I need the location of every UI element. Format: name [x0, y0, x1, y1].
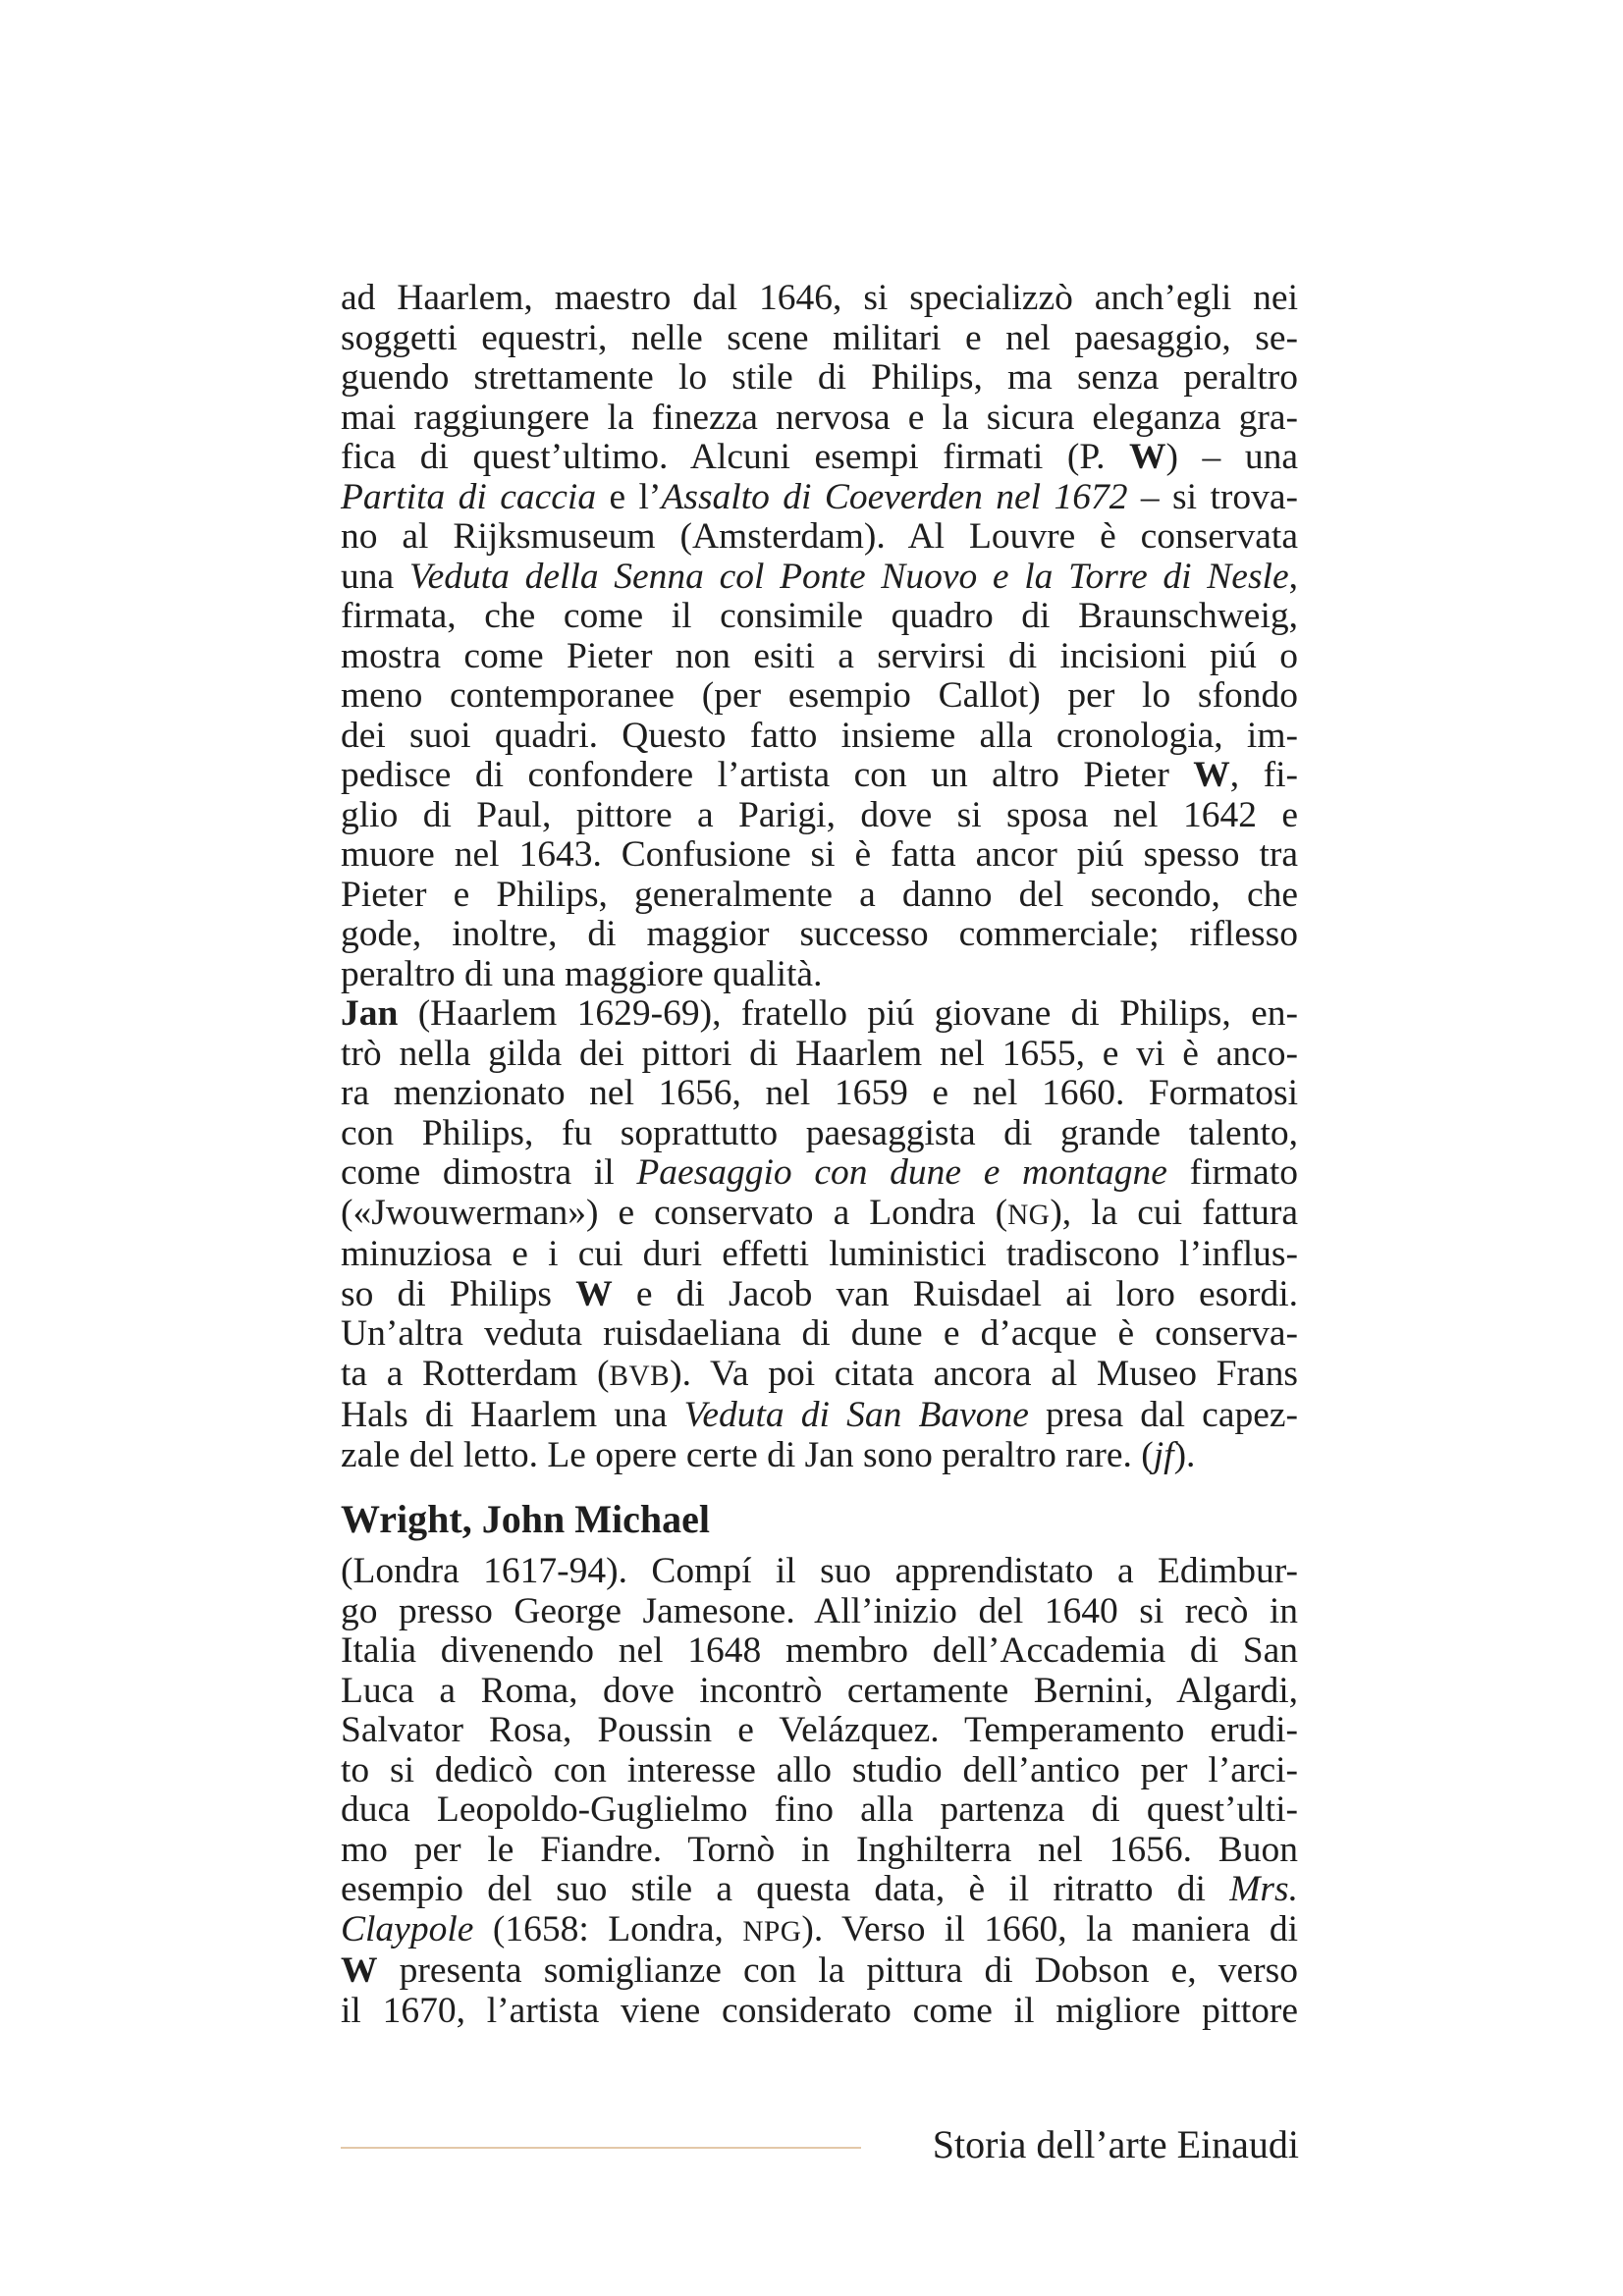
text-line: firmata, che come il consimile quadro di Braunschweig, [341, 596, 1298, 636]
subentry-name: Jan [341, 993, 399, 1034]
text-line: Un’altra veduta ruisdaeliana di dune e d’acque è conserva- [341, 1313, 1298, 1354]
text-segment: firmato [1166, 1152, 1298, 1193]
text-line [341, 1396, 1298, 1436]
text-segment: Hals di Haarlem una [341, 1395, 684, 1435]
museum-abbreviation: NPG [742, 1915, 802, 1948]
text-line: dei suoi quadri. Questo fatto insieme alla cronologia, im- [341, 715, 1298, 756]
text-segment: , fi- [1229, 755, 1298, 795]
text-line [341, 438, 1298, 478]
text-line [341, 756, 1298, 796]
text-segment: ta a Rotterdam ( [341, 1353, 610, 1394]
text-line: meno contemporanee (per esempio Callot) per lo sfondo [341, 675, 1298, 716]
artwork-title: Veduta della Senna col Ponte Nuovo e la Torre di Nesle [408, 556, 1289, 597]
text-line [341, 1951, 1298, 1992]
text-line: no al Rijksmuseum (Amsterdam). Al Louvre è conservata [341, 516, 1298, 557]
text-line [341, 478, 1298, 518]
text-segment: («Jwouwerman») e conservato a Londra ( [341, 1192, 1008, 1233]
text-segment: zale del letto. Le opere certe di Jan sono peraltro rare. ( [341, 1434, 1154, 1475]
entry-title-wright: Wright, John Michael [341, 1497, 710, 1541]
text-segment: so di Philips [341, 1273, 576, 1314]
text-segment: (Haarlem 1629-69), fratello piú giovane di Philips, en- [398, 993, 1298, 1034]
text-line: trò nella gilda dei pittori di Haarlem nel 1655, e vi è anco- [341, 1033, 1298, 1074]
initial-w: W [1129, 437, 1166, 477]
text-line [341, 1194, 1298, 1236]
text-line: muore nel 1643. Confusione si è fatta ancor piú spesso tra [341, 834, 1298, 875]
text-segment: ) – una [1165, 437, 1298, 477]
text-line: to si dedicò con interesse allo studio dell’antico per l’arci- [341, 1749, 1298, 1790]
text-segment: presenta somiglianze con la pittura di Dobson e, verso [377, 1950, 1298, 1991]
text-segment: ). [1173, 1434, 1196, 1475]
artwork-title: Assalto di Coeverden nel 1672 [661, 476, 1128, 517]
text-segment: una [341, 556, 409, 597]
text-segment: (1658: Londra, [473, 1908, 743, 1949]
text-line: soggetti equestri, nelle scene militari e nel paesaggio, se- [341, 317, 1298, 358]
initial-w: W [575, 1273, 613, 1314]
text-line: mai raggiungere la finezza nervosa e la sicura eleganza gra- [341, 397, 1298, 438]
artwork-title: Veduta di San Bavone [683, 1395, 1029, 1435]
text-line: (Londra 1617-94). Compí il suo apprendistato a Edimbur- [341, 1551, 1298, 1591]
artwork-title: Paesaggio con dune e montagne [636, 1152, 1167, 1193]
author-initials: jf [1153, 1434, 1174, 1475]
initial-w: W [1193, 755, 1230, 795]
text-line: mostra come Pieter non esiti a servirsi di incisioni piú o [341, 635, 1298, 676]
text-line [341, 994, 1298, 1035]
text-line: Italia divenendo nel 1648 membro dell’Accademia di San [341, 1630, 1298, 1671]
text-segment: – si trova- [1127, 476, 1298, 517]
text-line: il 1670, l’artista viene considerato come il migliore pittore [341, 1990, 1298, 2031]
text-line [341, 1355, 1298, 1397]
text-segment: ). Verso il 1660, la maniera di [801, 1908, 1298, 1949]
artwork-title: Claypole [341, 1908, 474, 1949]
text-line: go presso George Jamesone. All’inizio del 1640 si recò in [341, 1590, 1298, 1631]
text-line [341, 1275, 1298, 1315]
text-line [341, 1436, 1298, 1476]
text-line: peraltro di una maggiore qualità. [341, 953, 823, 994]
museum-abbreviation: NG [1007, 1199, 1051, 1231]
museum-abbreviation: BVB [609, 1360, 671, 1392]
text-segment: e l’ [596, 476, 662, 517]
text-segment: come dimostra il [341, 1152, 637, 1193]
text-line: ra menzionato nel 1656, nel 1659 e nel 1660. Formatosi [341, 1073, 1298, 1113]
text-line: guendo strettamente lo stile di Philips, ma senza peraltro [341, 357, 1298, 398]
text-segment: , [1288, 556, 1298, 597]
text-line: duca Leopoldo-Guglielmo fino alla partenza di quest’ulti- [341, 1789, 1298, 1830]
text-segment: e di Jacob van Ruisdael ai loro esordi. [612, 1273, 1298, 1314]
text-line: minuziosa e i cui duri effetti luministici tradiscono l’influs- [341, 1234, 1298, 1274]
text-line [341, 558, 1298, 598]
text-line: con Philips, fu soprattutto paesaggista di grande talento, [341, 1112, 1298, 1153]
text-line: gode, inoltre, di maggior successo commerciale; riflesso [341, 914, 1298, 954]
text-line: mo per le Fiandre. Tornò in Inghilterra nel 1656. Buon [341, 1829, 1298, 1870]
text-segment: ). Va poi citata ancora al Museo Frans [670, 1353, 1298, 1394]
text-line [341, 1153, 1298, 1194]
text-segment: pedisce di confondere l’artista con un altro Pieter [341, 755, 1194, 795]
footer-rule [341, 2147, 861, 2149]
text-segment: esempio del suo stile a questa data, è il ritratto di [341, 1869, 1230, 1909]
artwork-title: Partita di caccia [341, 476, 597, 517]
text-line: glio di Paul, pittore a Parigi, dove si sposa nel 1642 e [341, 794, 1298, 835]
text-line: Luca a Roma, dove incontrò certamente Bernini, Algardi, [341, 1670, 1298, 1711]
text-line: ad Haarlem, maestro dal 1646, si specializzò anch’egli nei [341, 278, 1298, 318]
text-line [341, 1910, 1298, 1952]
text-line [341, 1870, 1298, 1910]
entry-wright-text [341, 1552, 1298, 2031]
text-segment: fica di quest’ultimo. Alcuni esempi firmati (P. [341, 437, 1129, 477]
text-line: Pieter e Philips, generalmente a danno del secondo, che [341, 874, 1298, 915]
footer-publication-title: Storia dell’arte Einaudi [932, 2122, 1299, 2166]
text-segment: ), la cui fattura [1050, 1192, 1298, 1233]
artwork-title: Mrs. [1229, 1869, 1298, 1909]
text-line: Salvator Rosa, Poussin e Velázquez. Temperamento erudi- [341, 1710, 1298, 1750]
text-segment: presa dal capez- [1028, 1395, 1298, 1435]
entry-wouwerman-text [341, 279, 1298, 1475]
initial-w: W [341, 1950, 378, 1991]
